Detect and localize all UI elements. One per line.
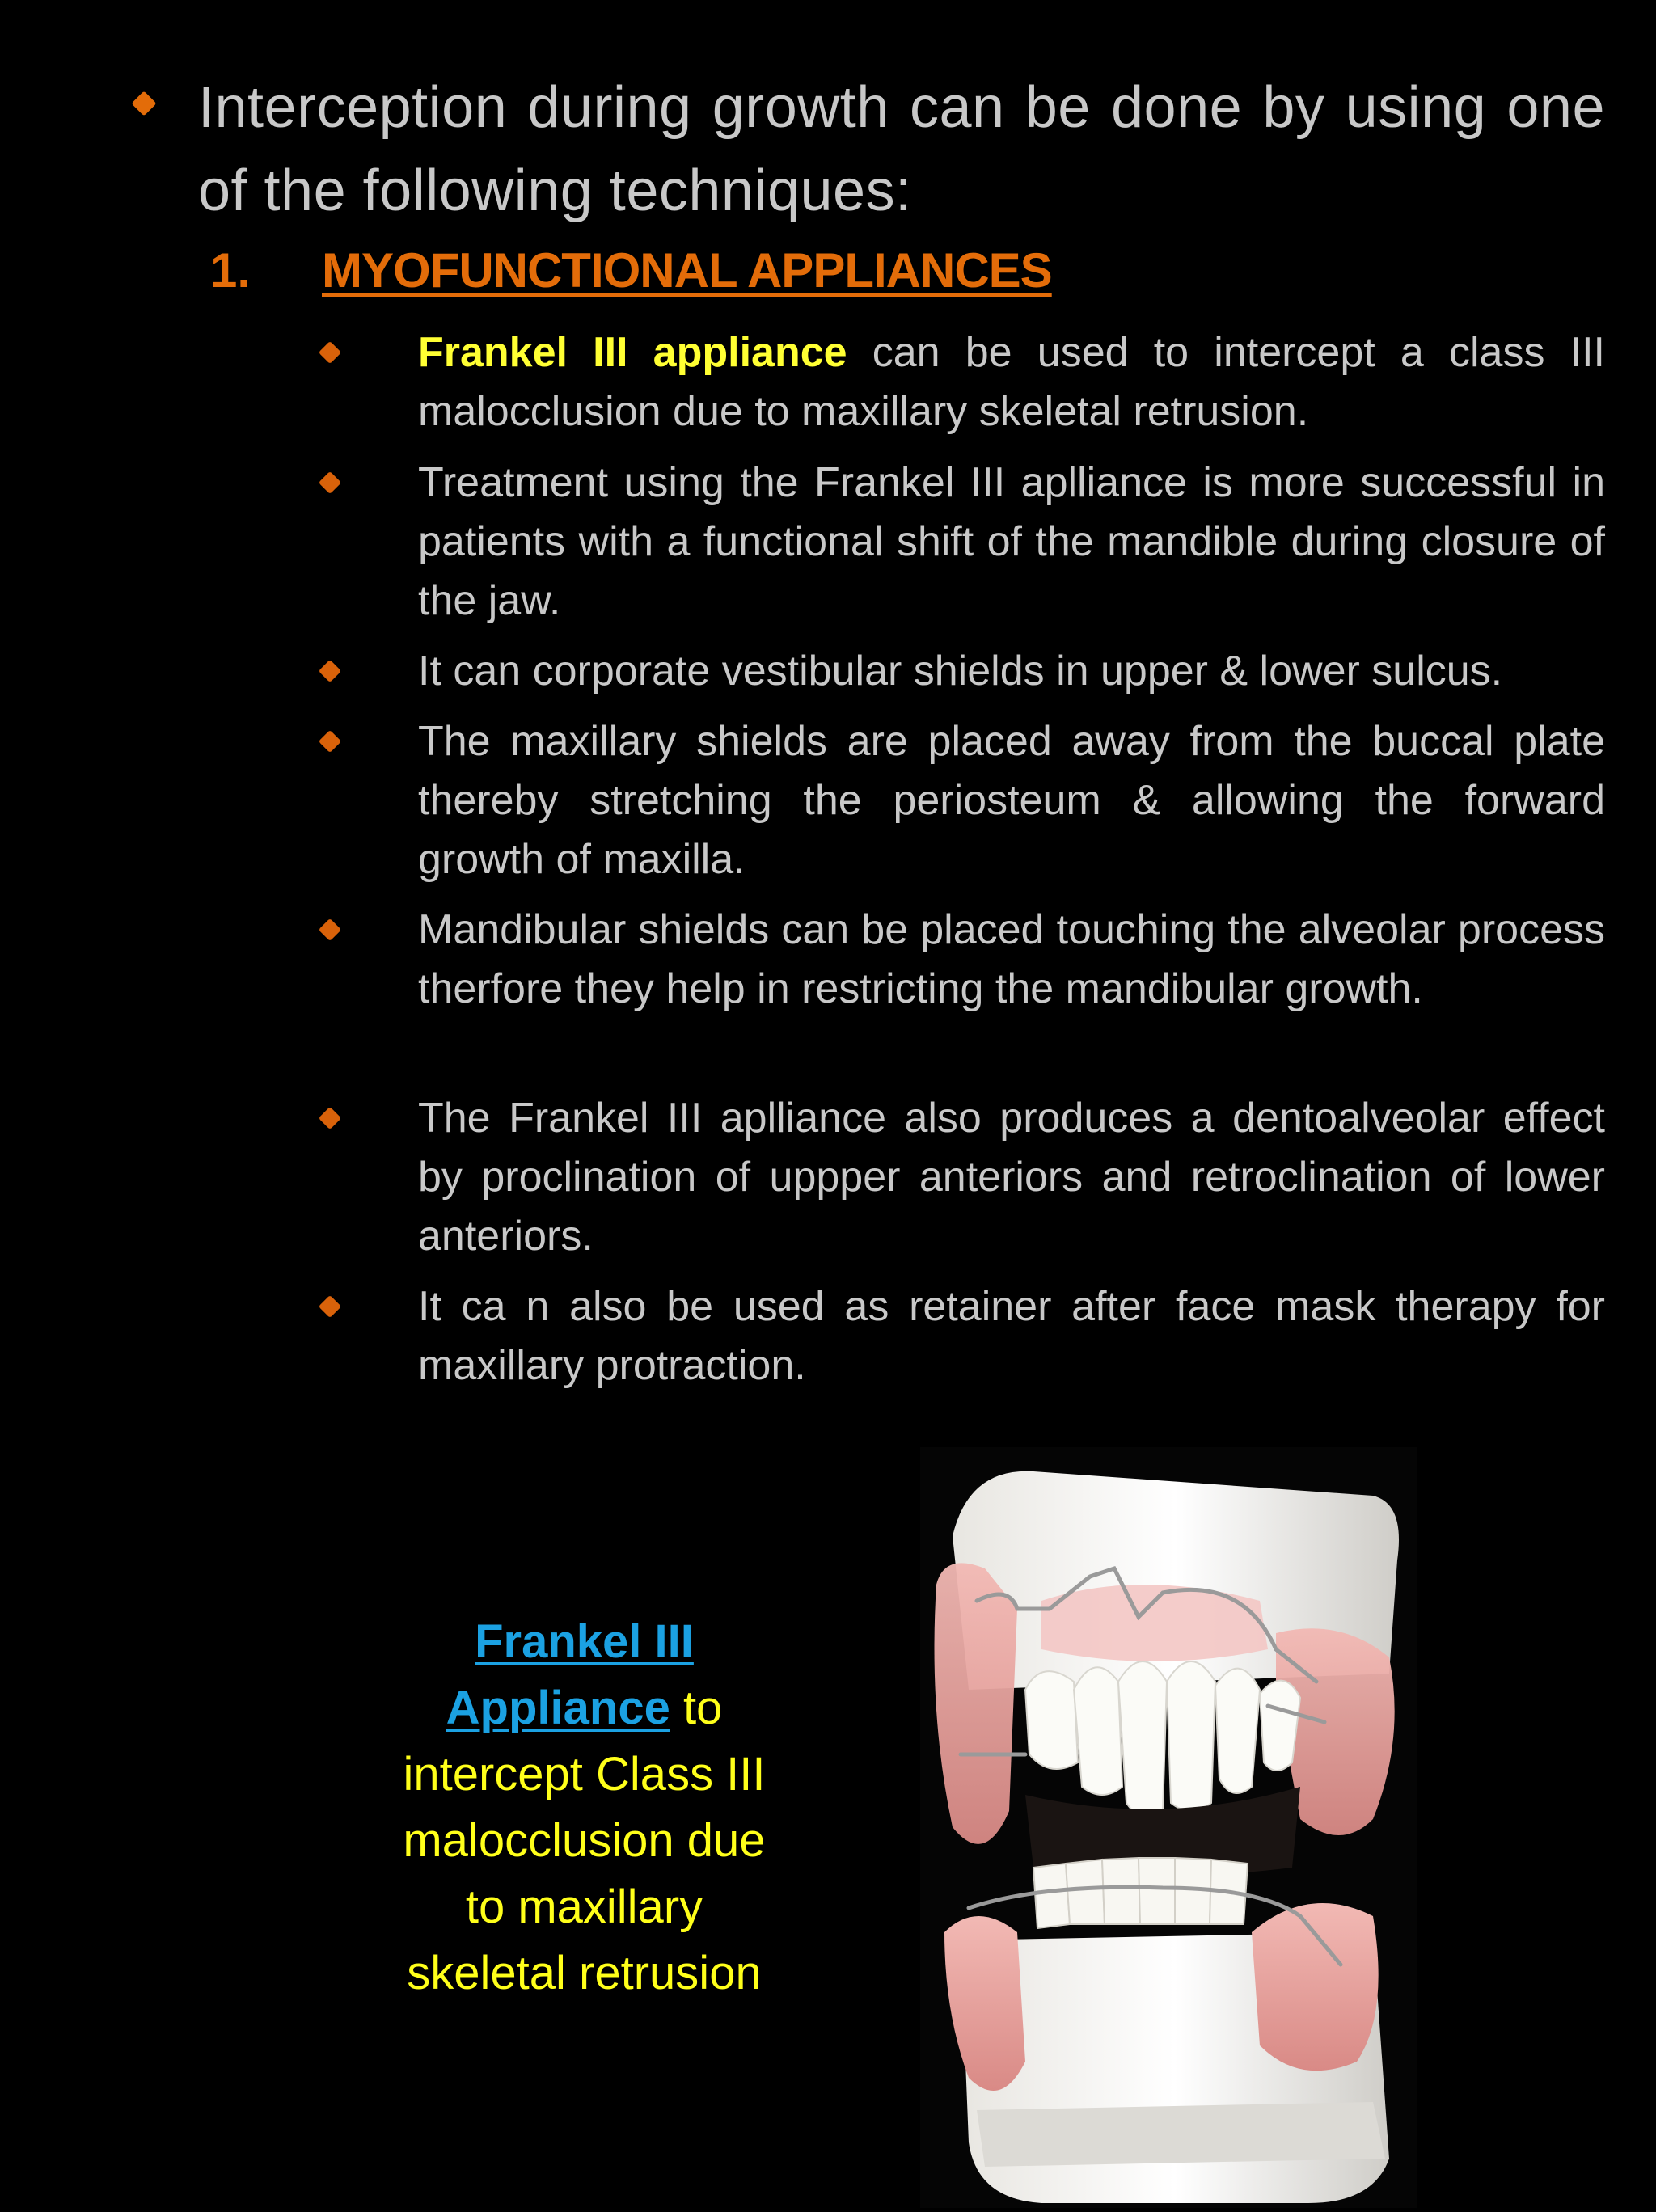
sub-bullet-icon [319, 918, 341, 941]
caption-text: intercept Class III [403, 1748, 766, 1800]
list-item [418, 323, 1605, 441]
frankel-appliance-icon [920, 1447, 1417, 2208]
list-item-text: Mandibular shields can be placed touching the alveolar process therfore they help in restricting the mandibular growth. [418, 906, 1605, 1012]
intro-text: Interception during growth can be done by using one of the following techniques: [198, 75, 1605, 223]
caption-link[interactable]: Frankel III [475, 1615, 694, 1668]
list-item-text: The maxillary shields are placed away from the buccal plate thereby stretching the periosteum & allowing the forward growth of maxilla. [418, 718, 1605, 883]
caption-text: malocclusion due [403, 1814, 766, 1867]
list-item-text: Treatment using the Frankel III aplliance is more successful in patients with a functional shift of the mandible during closure of the jaw. [418, 459, 1605, 624]
sub-bullet-icon [319, 471, 341, 494]
caption-text: to [670, 1682, 723, 1734]
image-caption [340, 1609, 829, 2007]
caption-text: skeletal retrusion [407, 1947, 762, 1999]
caption-link[interactable]: Appliance [446, 1682, 670, 1734]
sub-bullet-icon [319, 1107, 341, 1129]
list-item [418, 642, 1605, 701]
sub-bullet-icon [319, 660, 341, 682]
list-item-text: It can corporate vestibular shields in upper & lower sulcus. [418, 648, 1503, 694]
highlight-term: Frankel III appliance [418, 329, 847, 376]
section-number: 1. [210, 243, 251, 298]
caption-text: to maxillary [465, 1881, 703, 1933]
list-item-text: can be used to intercept a class III malocclusion due to maxillary skeletal retrusion. [418, 329, 1605, 435]
list-item-text: It ca n also be used as retainer after face mask therapy for maxillary protraction. [418, 1283, 1605, 1389]
section-heading: MYOFUNCTIONAL APPLIANCES [322, 243, 1052, 298]
sub-bullet-icon [319, 1295, 341, 1318]
list-item-text: The Frankel III aplliance also produces a dentoalveolar effect by proclination of uppper anteriors and retroclination of lower anteriors. [418, 1095, 1605, 1260]
list-item [418, 1089, 1605, 1266]
sub-bullet-icon [319, 730, 341, 753]
list-item [418, 712, 1605, 889]
main-bullet-icon [131, 91, 156, 116]
list-item [418, 1277, 1605, 1395]
list-item [418, 901, 1605, 1019]
sub-bullet-icon [319, 341, 341, 364]
appliance-photo [920, 1447, 1417, 2208]
list-item [418, 454, 1605, 631]
